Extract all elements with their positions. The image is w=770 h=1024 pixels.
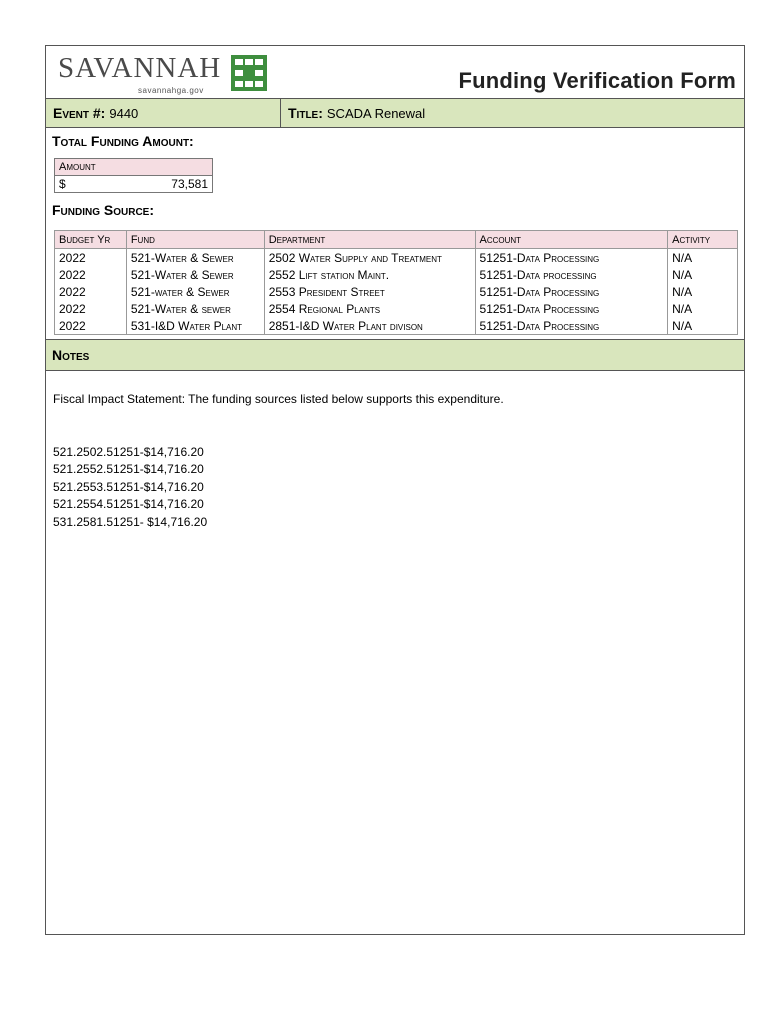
notes-body <box>53 391 504 531</box>
column-header: Account <box>475 231 668 249</box>
activity-cell: N/A <box>668 266 738 283</box>
department-cell: 2851-I&D Water Plant divison <box>264 317 475 335</box>
amount-box <box>54 158 213 193</box>
event-field <box>46 99 281 127</box>
funding-line: 521.2552.51251-$14,716.20 <box>53 462 204 476</box>
total-funding-label: Total Funding Amount: <box>52 133 194 149</box>
event-label: Event #: <box>53 105 106 121</box>
account-cell: 51251-Data Processing <box>475 317 668 335</box>
budget-year-cell: 2022 <box>55 317 127 335</box>
department-cell: 2553 President Street <box>264 283 475 300</box>
activity-cell: N/A <box>668 283 738 300</box>
activity-cell: N/A <box>668 317 738 335</box>
column-header: Budget Yr <box>55 231 127 249</box>
column-header: Fund <box>126 231 264 249</box>
budget-year-cell: 2022 <box>55 266 127 283</box>
funding-verification-form <box>45 45 745 935</box>
funding-line: 531.2581.51251- $14,716.20 <box>53 514 208 529</box>
amount-header: Amount <box>55 159 212 176</box>
fund-cell: 521-water & Sewer <box>126 283 264 300</box>
table-row <box>55 283 738 300</box>
notes-label: Notes <box>52 347 90 363</box>
fund-cell: 521-Water & Sewer <box>126 249 264 267</box>
fiscal-impact-statement: Fiscal Impact Statement: The funding sources listed below supports this expenditure. <box>53 392 504 406</box>
city-seal-icon <box>231 55 267 91</box>
department-cell: 2502 Water Supply and Treatment <box>264 249 475 267</box>
fund-cell: 531-I&D Water Plant <box>126 317 264 335</box>
funding-source-label: Funding Source: <box>52 202 154 218</box>
form-title: Funding Verification Form <box>458 68 736 93</box>
table-header-row <box>55 231 738 249</box>
logo-url: savannahga.gov <box>138 86 204 95</box>
amount-value: 73,581 <box>171 177 208 191</box>
budget-year-cell: 2022 <box>55 283 127 300</box>
title-field <box>281 99 425 127</box>
activity-cell: N/A <box>668 300 738 317</box>
department-cell: 2552 Lift station Maint. <box>264 266 475 283</box>
fund-cell: 521-Water & Sewer <box>126 266 264 283</box>
funding-line: 521.2554.51251-$14,716.20 <box>53 497 204 511</box>
table-row <box>55 249 738 267</box>
account-cell: 51251-Data processing <box>475 266 668 283</box>
funding-source-table <box>54 230 738 335</box>
event-value: 9440 <box>109 105 139 121</box>
table-row <box>55 266 738 283</box>
fund-cell: 521-Water & sewer <box>126 300 264 317</box>
funding-line: 521.2553.51251-$14,716.20 <box>53 479 204 494</box>
title-label: Title: <box>288 105 323 121</box>
table-row <box>55 300 738 317</box>
budget-year-cell: 2022 <box>55 300 127 317</box>
funding-line: 521.2502.51251-$14,716.20 <box>53 444 204 459</box>
activity-cell: N/A <box>668 249 738 267</box>
budget-year-cell: 2022 <box>55 249 127 267</box>
savannah-logo <box>58 52 267 95</box>
account-cell: 51251-Data Processing <box>475 300 668 317</box>
title-value: SCADA Renewal <box>326 105 426 121</box>
department-cell: 2554 Regional Plants <box>264 300 475 317</box>
column-header: Department <box>264 231 475 249</box>
currency-symbol: $ <box>59 177 66 191</box>
notes-bar <box>46 339 744 371</box>
account-cell: 51251-Data Processing <box>475 283 668 300</box>
amount-value-row <box>55 176 212 192</box>
account-cell: 51251-Data Processing <box>475 249 668 267</box>
event-title-bar <box>46 98 744 128</box>
logo-text: SAVANNAH <box>58 52 222 84</box>
table-row <box>55 317 738 335</box>
form-header <box>46 46 744 98</box>
column-header: Activity <box>668 231 738 249</box>
